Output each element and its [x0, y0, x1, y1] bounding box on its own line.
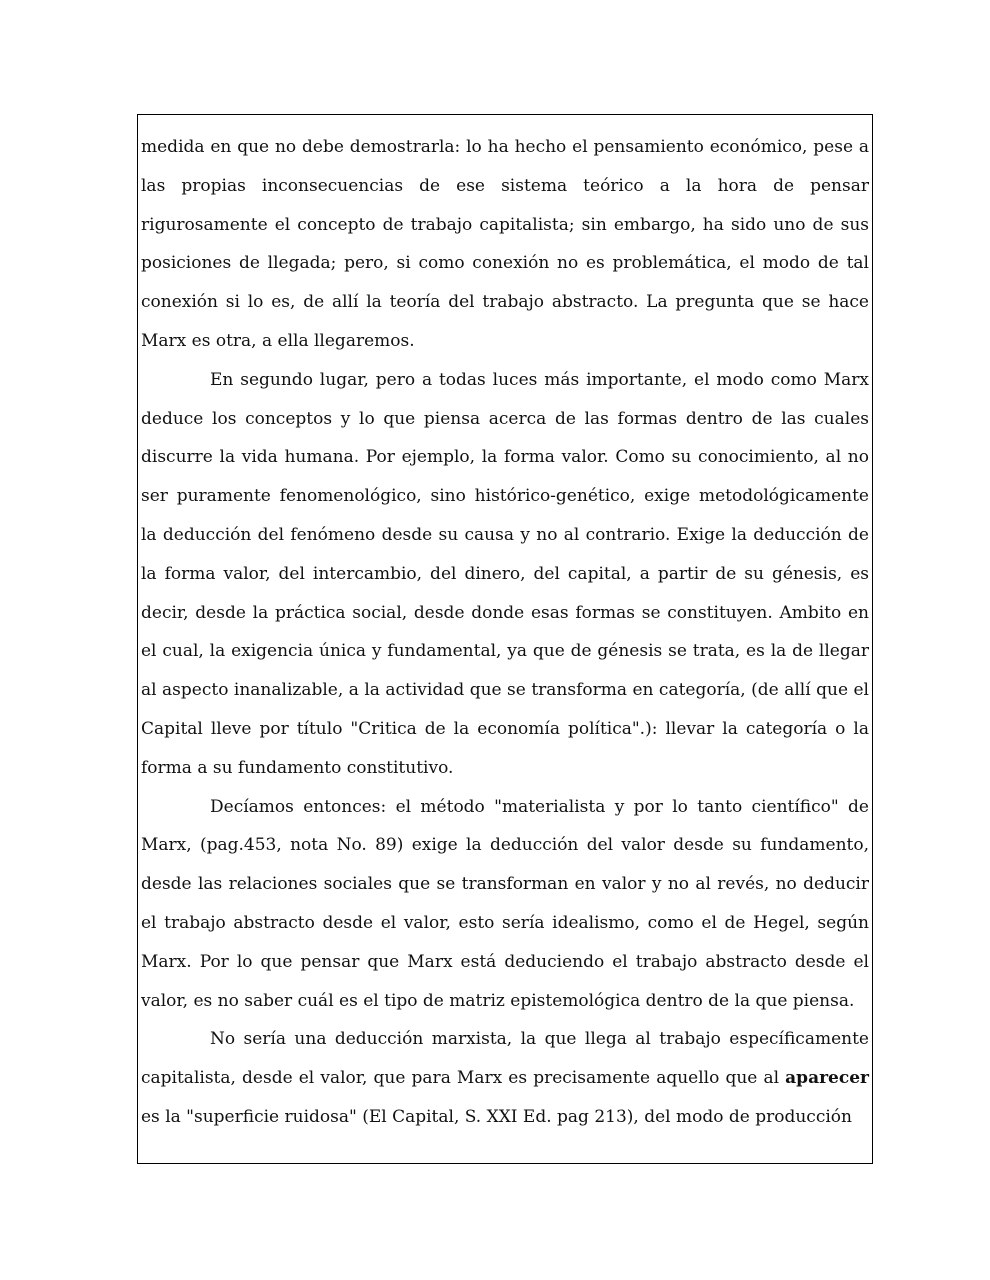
- emphasis-aparecer: aparecer: [785, 1068, 869, 1089]
- page-frame: [137, 114, 873, 1164]
- paragraph-2-text: En segundo lugar, pero a todas luces más importante, el modo como Marx deduce los conceptos y lo que piensa acerca de las formas dentro de las cuales discurre la vida humana. Por ejemplo, la forma valor. Como su conocimiento, al no ser puramente fenomenológico, sino histórico-genético, exige metodológicamente la deducción del fenómeno desde su causa y no al contrario. Exige la deducción de la forma valor, del intercambio, del dinero, del capital, a partir de su génesis, es decir, desde la práctica social, desde donde esas formas se constituyen. Ambito en el cual, la exigencia única y fundamental, ya que de génesis se trata, es la de llegar al aspecto inanalizable, a la actividad que se transforma en categoría, (de allí que el Capital lleve por título "Critica de la economía política".): llevar la categoría o la forma a su fundamento constitutivo.: [141, 369, 869, 778]
- document-body: [141, 128, 869, 1137]
- paragraph-4-text-a: No sería una deducción marxista, la que llega al trabajo específicamente capitalista, desde el valor, que para Marx es precisamente aquello que al: [141, 1029, 869, 1089]
- paragraph-3-text: Decíamos entonces: el método "materialista y por lo tanto científico" de Marx, (pag.453, nota No. 89) exige la deducción del valor desde su fundamento, desde las relaciones sociales que se transforman en valor y no al revés, no deducir el trabajo abstracto desde el valor, esto sería idealismo, como el de Hegel, según Marx. Por lo que pensar que Marx está deduciendo el trabajo abstracto desde el valor, es no saber cuál es el tipo de matriz epistemológica dentro de la que piensa.: [141, 796, 869, 1011]
- paragraph-1: [141, 128, 869, 361]
- paragraph-4: [141, 1020, 869, 1136]
- paragraph-1-text: medida en que no debe demostrarla: lo ha hecho el pensamiento económico, pese a las propias inconsecuencias de ese sistema teórico a la hora de pensar rigurosamente el concepto de trabajo capitalista; sin embargo, ha sido uno de sus posiciones de llegada; pero, si como conexión no es problemática, el modo de tal conexión si lo es, de allí la teoría del trabajo abstracto. La pregunta que se hace Marx es otra, a ella llegaremos.: [141, 137, 869, 351]
- paragraph-4-text-b: es la "superficie ruidosa" (El Capital, S. XXI Ed. pag 213), del modo de producción: [141, 1106, 852, 1127]
- paragraph-2: [141, 361, 869, 788]
- paragraph-3: [141, 788, 869, 1021]
